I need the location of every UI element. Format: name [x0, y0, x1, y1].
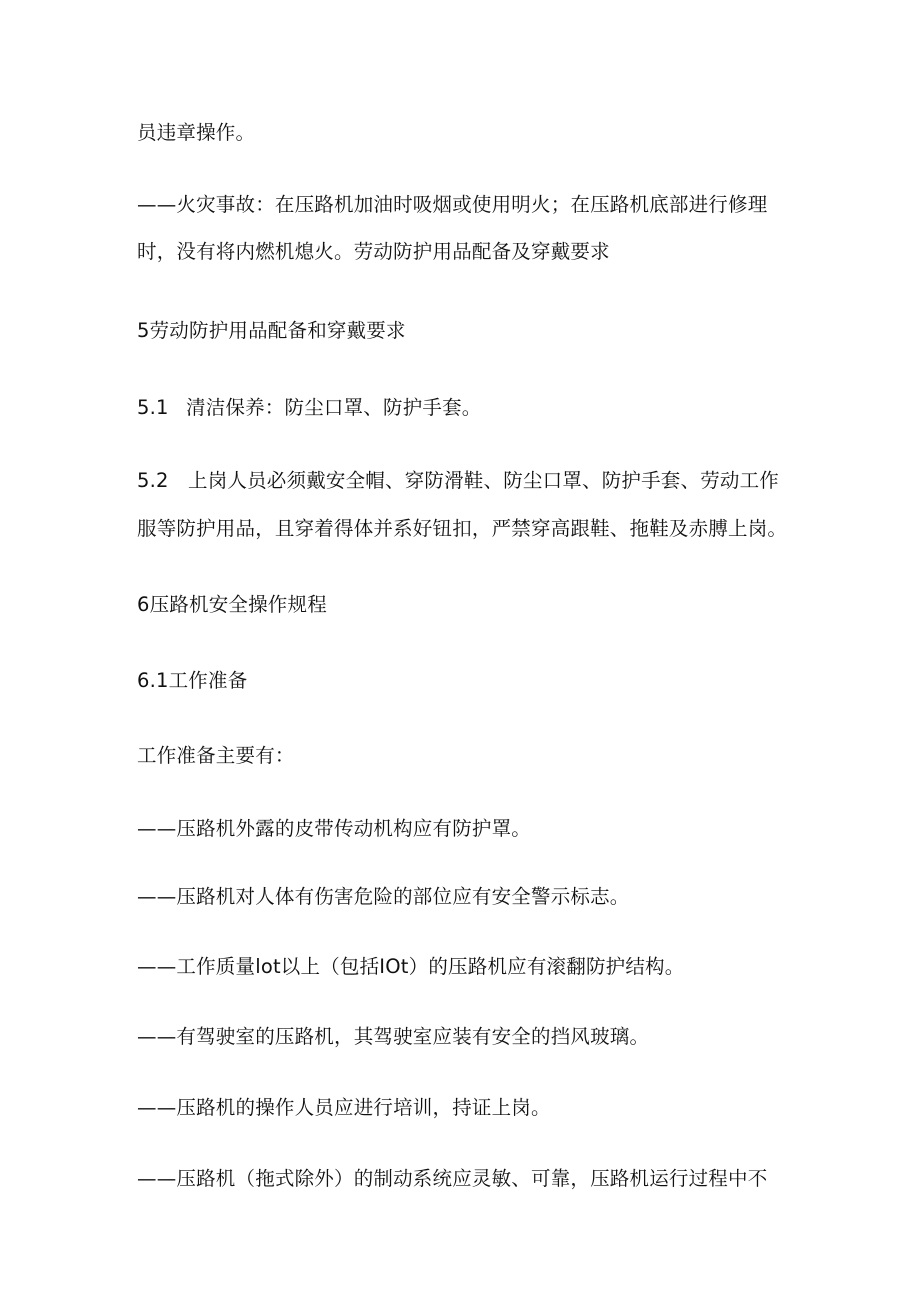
list-item: ——压路机（拖式除外）的制动系统应灵敏、可靠，压路机运行过程中不 — [137, 1167, 768, 1190]
paragraph-line: ——火灾事故：在压路机加油时吸烟或使用明火；在压路机底部进行修理 — [137, 193, 768, 216]
paragraph-line: 员违章操作。 — [137, 121, 256, 144]
section-number: 5.1 — [137, 396, 169, 419]
subsection-5-2 — [137, 468, 779, 494]
list-item: ——有驾驶室的压路机，其驾驶室应装有安全的挡风玻璃。 — [137, 1025, 650, 1048]
section-heading: 5劳动防护用品配备和穿戴要求 — [137, 319, 406, 342]
paragraph-text: 清洁保养：防尘口罩、防护手套。 — [186, 396, 482, 419]
subsection-5-1 — [137, 395, 482, 421]
paragraph-text: 上岗人员必须戴安全帽、穿防滑鞋、防尘口罩、防护手套、劳动工作 — [188, 469, 780, 492]
list-item: ——工作质量lot以上（包括IOt）的压路机应有滚翻防护结构。 — [137, 955, 685, 978]
list-item: ——压路机的操作人员应进行培训，持证上岗。 — [137, 1096, 551, 1119]
list-item: ——压路机外露的皮带传动机构应有防护罩。 — [137, 817, 532, 840]
subsection-heading: 6.1工作准备 — [137, 669, 248, 692]
section-number: 5.2 — [137, 469, 169, 492]
list-item: ——压路机对人体有伤害危险的部位应有安全警示标志。 — [137, 885, 630, 908]
section-heading: 6压路机安全操作规程 — [137, 593, 327, 616]
paragraph-line: 服等防护用品，且穿着得体并系好钮扣，严禁穿高跟鞋、拖鞋及赤膊上岗。 — [137, 517, 788, 540]
paragraph-line: 工作准备主要有： — [137, 744, 295, 767]
paragraph-line: 时，没有将内燃机熄火。劳动防护用品配备及穿戴要求 — [137, 240, 610, 263]
